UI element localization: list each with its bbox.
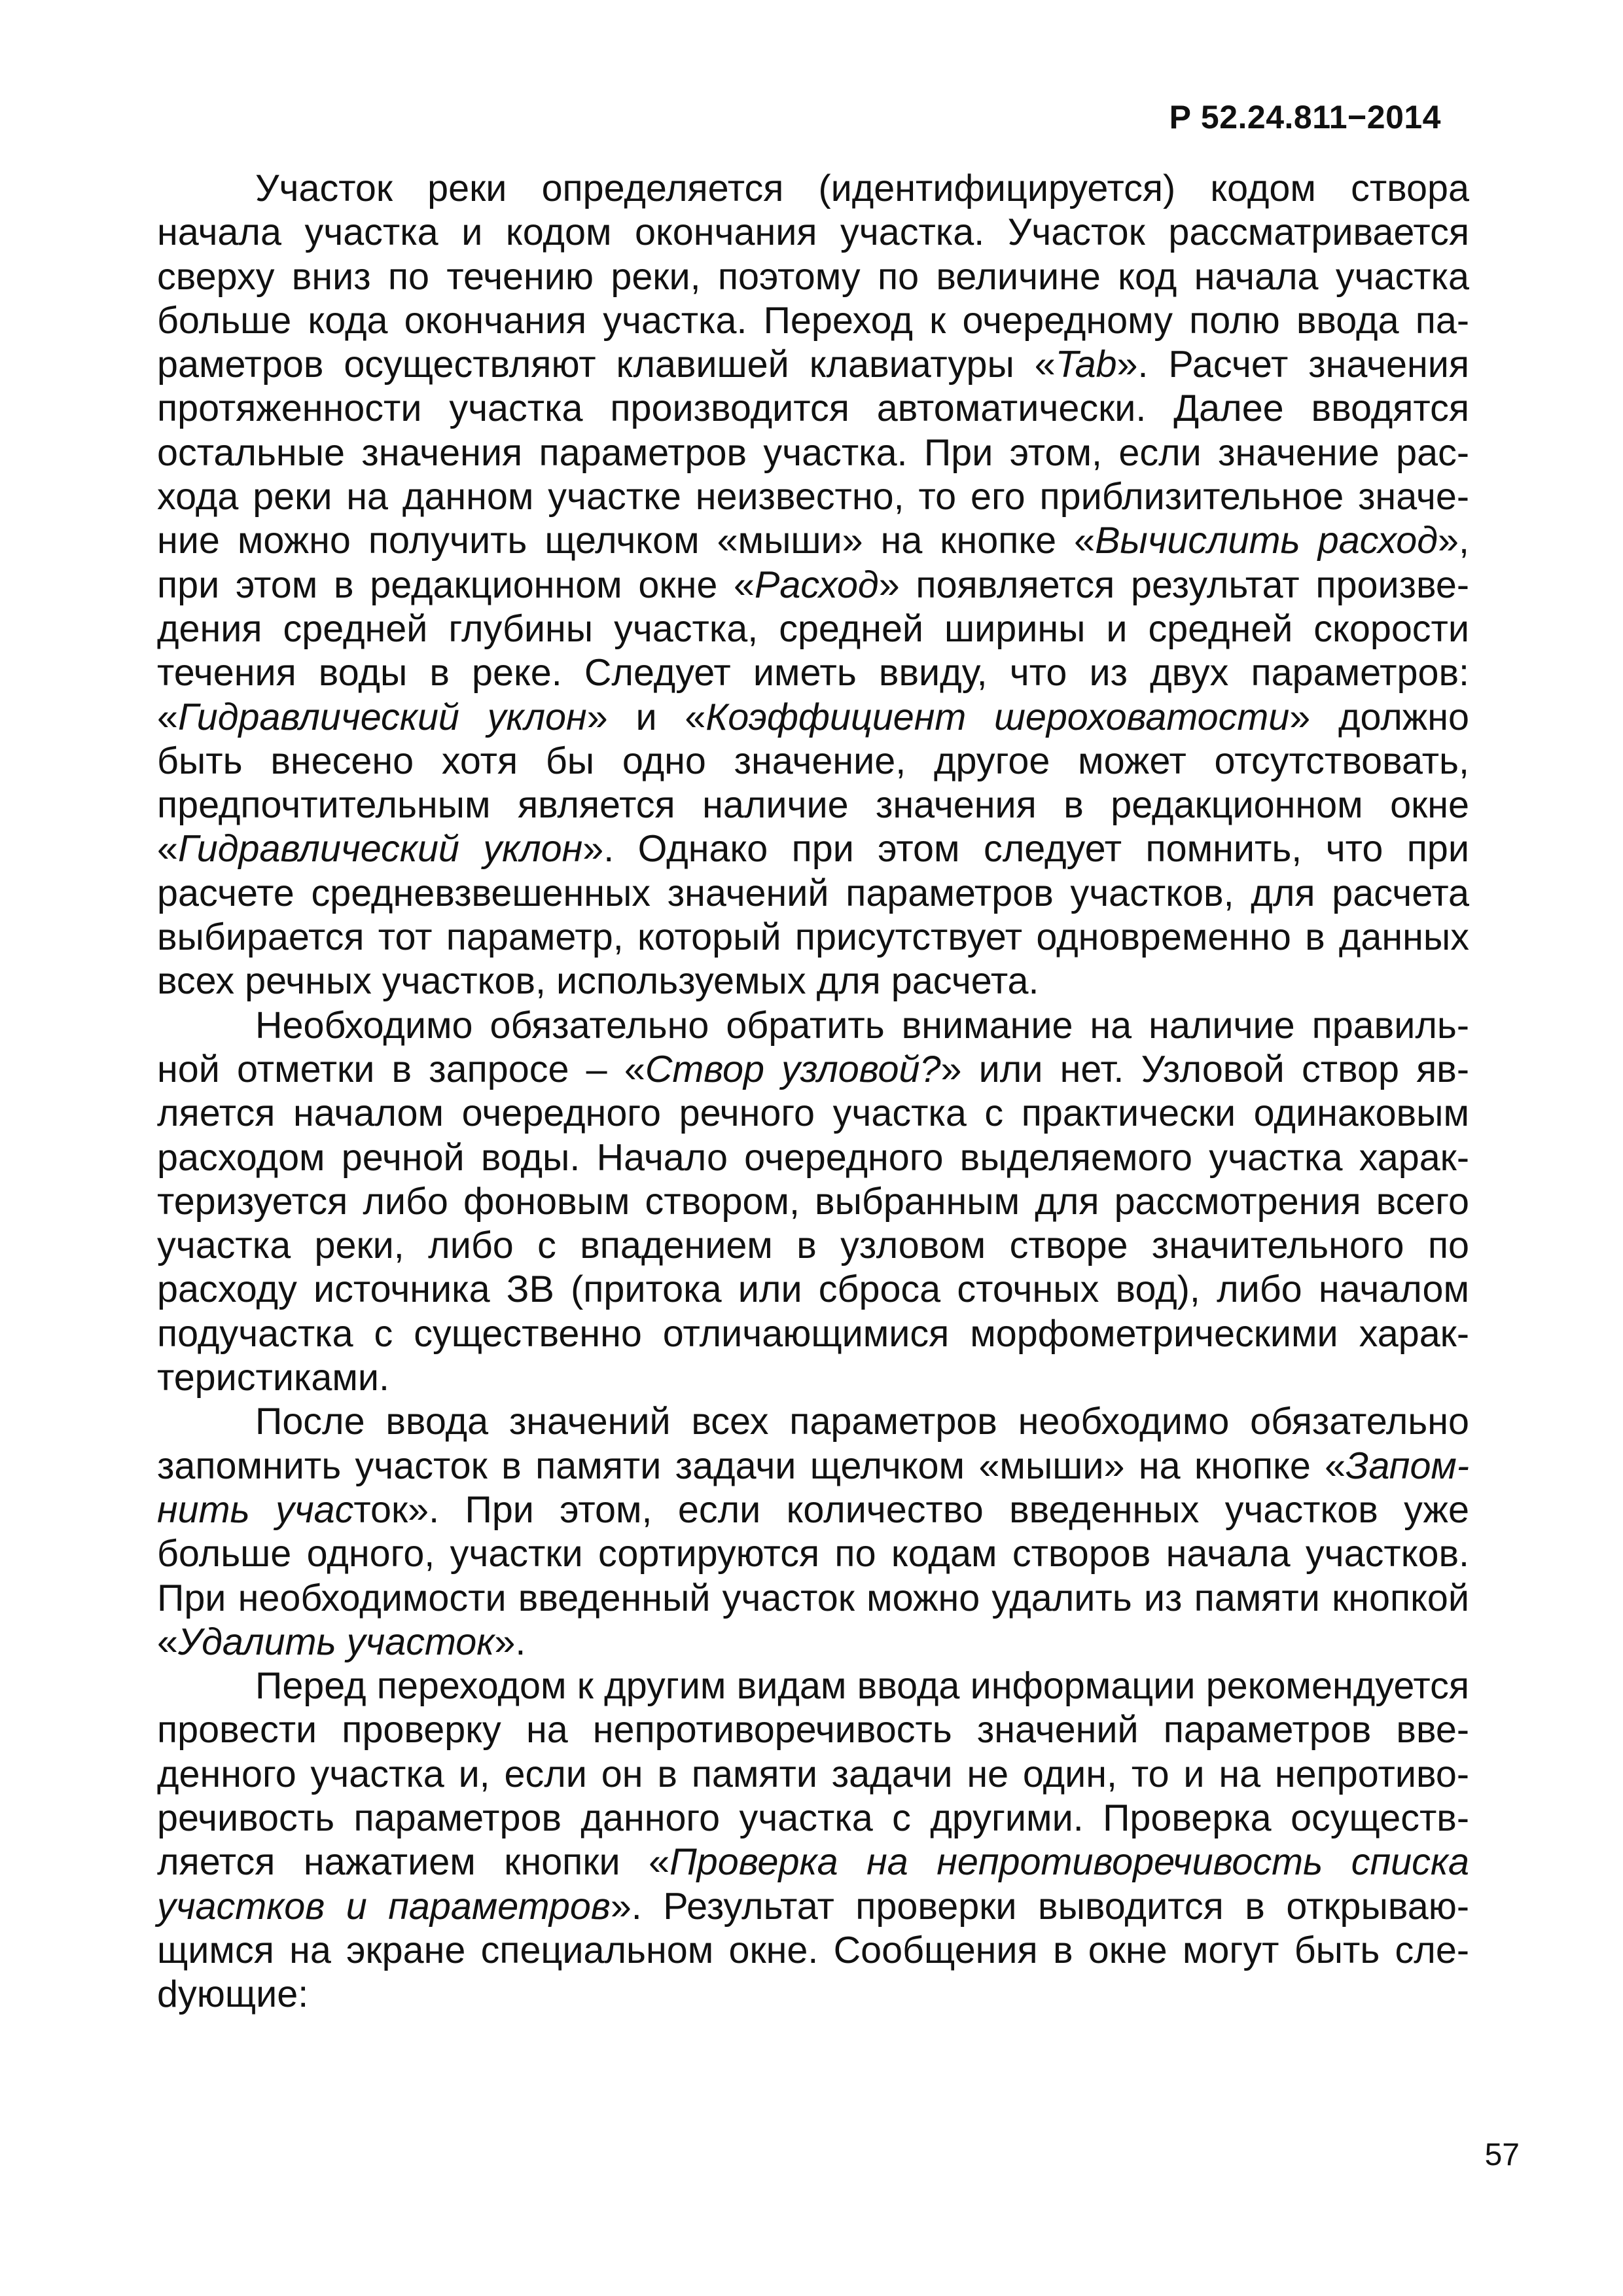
italic-term: Расход <box>755 564 879 606</box>
paragraph <box>157 167 1469 1004</box>
italic-term: Вычислить расход <box>1095 520 1438 562</box>
text-run: ». Расчет значения протяженности участка производится автоматически. Далее вводятся остальные значения параметров участка. При этом, если значение расхода реки на данном участке неизвестно, то его приблизительное значение можно получить щелчком «мыши» на кнопке « <box>157 344 1469 562</box>
paragraph <box>157 1004 1469 1401</box>
italic-term: Запомнить учас <box>157 1444 1469 1531</box>
text-run: », при этом в редакционном окне « <box>157 520 1469 606</box>
text-run: ток». При этом, если количество введенных участков уже больше одного, участки сортируются по кодам створов начала участков. При необходимости введенный участок можно удалить из памяти кнопкой « <box>157 1488 1469 1663</box>
body-text <box>157 167 1469 2017</box>
text-run: » должно быть внесено хотя бы одно значение, другое может отсутствовать, предпочтительным является наличие значения в редакционном окне « <box>157 696 1470 870</box>
italic-term: Удалить участок <box>177 1621 495 1663</box>
text-run: ». Результат проверки выводится в открывающимся на экране специальном окне. Сообщения в окне могут быть слеdующие: <box>157 1885 1469 2016</box>
italic-term: Гидравлический уклон <box>177 696 587 738</box>
paragraph <box>157 1400 1469 1664</box>
text-run: ». Однако при этом следует помнить, что при расчете средневзвешенных значений параметров участков, для расчета выбирается тот параметр, который присутствует одновременно в данных всех речных участков, используемых для расчета. <box>157 828 1469 1003</box>
italic-term: Гидравлический уклон <box>177 828 583 870</box>
text-run: » появляется результат произведения средней глубины участка, средней ширины и средней скорости течения воды в реке. Следует иметь ввиду, что из двух параметров: « <box>157 564 1469 738</box>
text-run: После ввода значений всех параметров необходимо обязательно запомнить участок в памяти задачи щелчком «мыши» на кнопке « <box>157 1401 1469 1487</box>
text-run: Перед переходом к другим видам ввода информации рекомендуется провести проверку на непротиворечивость значений параметров введенного участка и, если он в памяти задачи не один, то и на непротиворечивость параметров данного участка с другими. Проверка осуществляется нажатием кнопки « <box>157 1665 1469 1884</box>
text-run: Участок реки определяется (идентифицируется) кодом створа начала участка и кодом окончания участка. Участок рассматривается сверху вниз по течению реки, поэтому по величине код начала участка больше кода окончания участка. Переход к очередному полю ввода параметров осуществляют клавишей клавиатуры « <box>157 168 1469 386</box>
document-code: Р 52.24.811−2014 <box>1169 99 1441 135</box>
text-run: » или нет. Узловой створ является началом очередного речного участка с практически одинаковым расходом речной воды. Начало очередного выделяемого участка характеризуется либо фоновым створом, выбранным для рассмотрения всего участка реки, либо с впадением в узловом створе значительного по расходу источника ЗВ (притока или сброса сточных вод), либо началом подучастка с существенно отличающимися морфометрическими характеристиками. <box>157 1048 1469 1399</box>
text-run: » и « <box>586 696 706 738</box>
italic-term: Проверка на непротиворечивость списка участков и параметров <box>157 1841 1469 1928</box>
text-run: Необходимо обязательно обратить внимание на наличие правильной отметки в запросе – « <box>157 1004 1469 1090</box>
italic-term: Коэффициент шероховатости <box>705 696 1290 738</box>
italic-term: Tab <box>1055 344 1117 386</box>
page-number: 57 <box>1484 2138 1520 2172</box>
text-run: ». <box>494 1621 526 1663</box>
italic-term: Створ узловой? <box>645 1048 941 1090</box>
paragraph <box>157 1664 1469 2017</box>
